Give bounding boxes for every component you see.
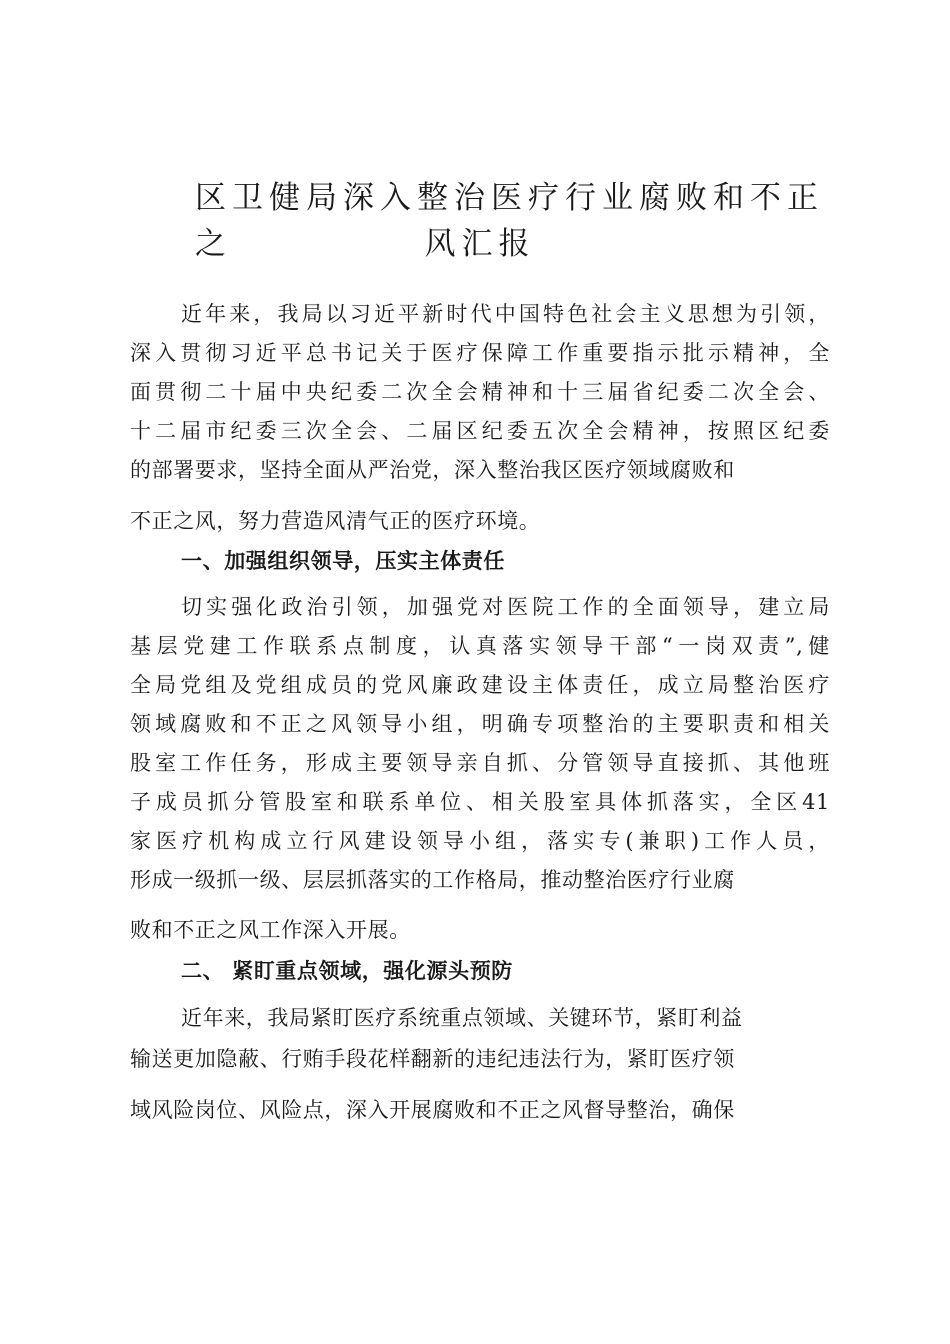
- paragraph-line: 败和不正之风工作深入开展。: [130, 918, 411, 942]
- paragraph-line: 全局党组及党组成员的党风廉政建设主体责任，成立局整治医疗: [130, 673, 830, 697]
- paragraph-line: 家医疗机构成立行风建设领导小组，落实专(兼职)工作人员，: [130, 829, 830, 853]
- paragraph-line: 输送更加隐蔽、行贿手段花样翻新的违纪违法行为，紧盯医疗领: [130, 1047, 735, 1071]
- paragraph-line: 股室工作任务，形成主要领导亲自抓、分管领导直接抓、其他班: [130, 751, 830, 775]
- paragraph-line: 近年来，我局紧盯医疗系统重点领域、关键环节，紧盯利益: [181, 1006, 743, 1030]
- paragraph-line: 子成员抓分管股室和联系单位、相关股室具体抓落实，全区41: [130, 790, 830, 814]
- paragraph-line: 形成一级抓一级、层层抓落实的工作格局，推动整治医疗行业腐: [130, 868, 735, 892]
- paragraph-line: 域风险岗位、风险点，深入开展腐败和不正之风督导整治，确保: [130, 1098, 735, 1122]
- paragraph-line: 基层党建工作联系点制度，认真落实领导干部“一岗双责”,健: [130, 634, 830, 658]
- section-heading-1: 一、加强组织领导，压实主体责任: [181, 549, 505, 573]
- document-title-line-1: 区卫健局深入整治医疗行业腐败和不正之: [195, 180, 824, 262]
- paragraph-line: 不正之风，努力营造风清气正的医疗环境。: [130, 509, 541, 533]
- paragraph-line: 切实强化政治引领，加强党对医院工作的全面领导，建立局: [181, 595, 830, 619]
- paragraph-line: 深入贯彻习近平总书记关于医疗保障工作重要指示批示精神，全: [130, 341, 830, 365]
- section-heading-2: 二、 紧盯重点领域，强化源头预防: [181, 959, 513, 983]
- paragraph-line: 领域腐败和不正之风领导小组，明确专项整治的主要职责和相关: [130, 712, 830, 736]
- document-title-line-2: 风汇报: [424, 226, 536, 262]
- paragraph-line: 的部署要求，坚持全面从严治党，深入整治我区医疗领域腐败和: [130, 458, 735, 482]
- paragraph-line: 面贯彻二十届中央纪委二次全会精神和十三届省纪委二次全会、: [130, 380, 830, 404]
- paragraph-line: 近年来，我局以习近平新时代中国特色社会主义思想为引领，: [181, 302, 830, 326]
- paragraph-line: 十二届市纪委三次全会、二届区纪委五次全会精神，按照区纪委: [130, 419, 830, 443]
